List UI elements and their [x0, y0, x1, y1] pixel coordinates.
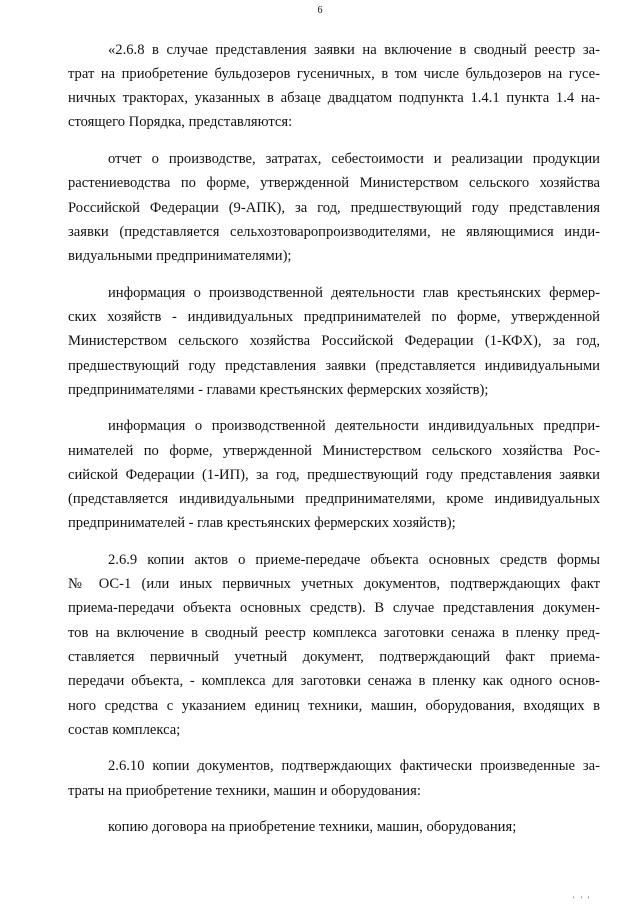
text-line: Российской Федерации (9-АПК), за год, предшествующий году представления [68, 200, 600, 216]
text-line: стоящего Порядка, представляются: [68, 114, 293, 130]
text-line: тов на включение в сводный реестр комплекса заготовки сенажа в пленку пред- [68, 625, 600, 641]
text-line: 2.6.9 копии актов о приеме-передаче объекта основных средств формы [108, 552, 600, 568]
text-line: информация о производственной деятельности глав крестьянских фермер- [108, 285, 600, 301]
text-line: предпринимателями - главами крестьянских фермерских хозяйств); [68, 382, 489, 398]
text-line: ставляется первичный учетный документ, подтверждающий факт приема- [68, 649, 600, 665]
text-line: ного средства с указанием единиц техники, машин, оборудования, входящих в [68, 698, 600, 714]
text-line: Министерством сельского хозяйства Российской Федерации (1-КФХ), за год, [68, 333, 600, 349]
scan-mark: ' ' ' [573, 895, 592, 904]
text-line: 2.6.10 копии документов, подтверждающих фактически произведенные за- [108, 758, 600, 774]
text-line: состав комплекса; [68, 722, 181, 738]
text-line: № ОС-1 (или иных первичных учетных документов, подтверждающих факт [68, 576, 600, 592]
text-line: приема-передачи объекта основных средств). В случае представления докумен- [68, 600, 600, 616]
text-line: копию договора на приобретение техники, машин, оборудования; [108, 819, 517, 835]
text-line: ских хозяйств - индивидуальных предпринимателей по форме, утвержденной [68, 309, 600, 325]
text-line: информация о производственной деятельности индивидуальных предпри- [108, 418, 600, 434]
text-line: трат на приобретение бульдозеров гусеничных, в том числе бульдозеров на гусе- [68, 66, 600, 82]
text-line: предпринимателей - глав крестьянских фермерских хозяйств); [68, 515, 456, 531]
text-line: предшествующий году представления заявки (представляется индивидуальными [68, 358, 600, 374]
text-line: ничных тракторах, указанных в абзаце двадцатом подпункта 1.4.1 пункта 1.4 на- [68, 90, 600, 106]
text-line: заявки (представляется сельхозтоваропроизводителями, не являющимися инди- [68, 224, 600, 240]
text-line: «2.6.8 в случае представления заявки на включение в сводный реестр за- [108, 42, 600, 58]
text-line: отчет о производстве, затратах, себестоимости и реализации продукции [108, 151, 600, 167]
text-line: сийской Федерации (1-ИП), за год, предшествующий году представления заявки [68, 467, 600, 483]
text-line: траты на приобретение техники, машин и оборудования: [68, 783, 421, 799]
text-line: нимателей по форме, утвержденной Министерством сельского хозяйства Рос- [68, 443, 600, 459]
text-line: видуальными предпринимателями); [68, 248, 292, 264]
page-number: 6 [317, 5, 323, 16]
text-line: растениеводства по форме, утвержденной Министерством сельского хозяйства [68, 175, 600, 191]
text-line: (представляется индивидуальными предпринимателями, кроме индивидуальных [68, 491, 600, 507]
text-line: передачи объекта, - комплекса для заготовки сенажа в пленку как одного основ- [68, 673, 600, 689]
